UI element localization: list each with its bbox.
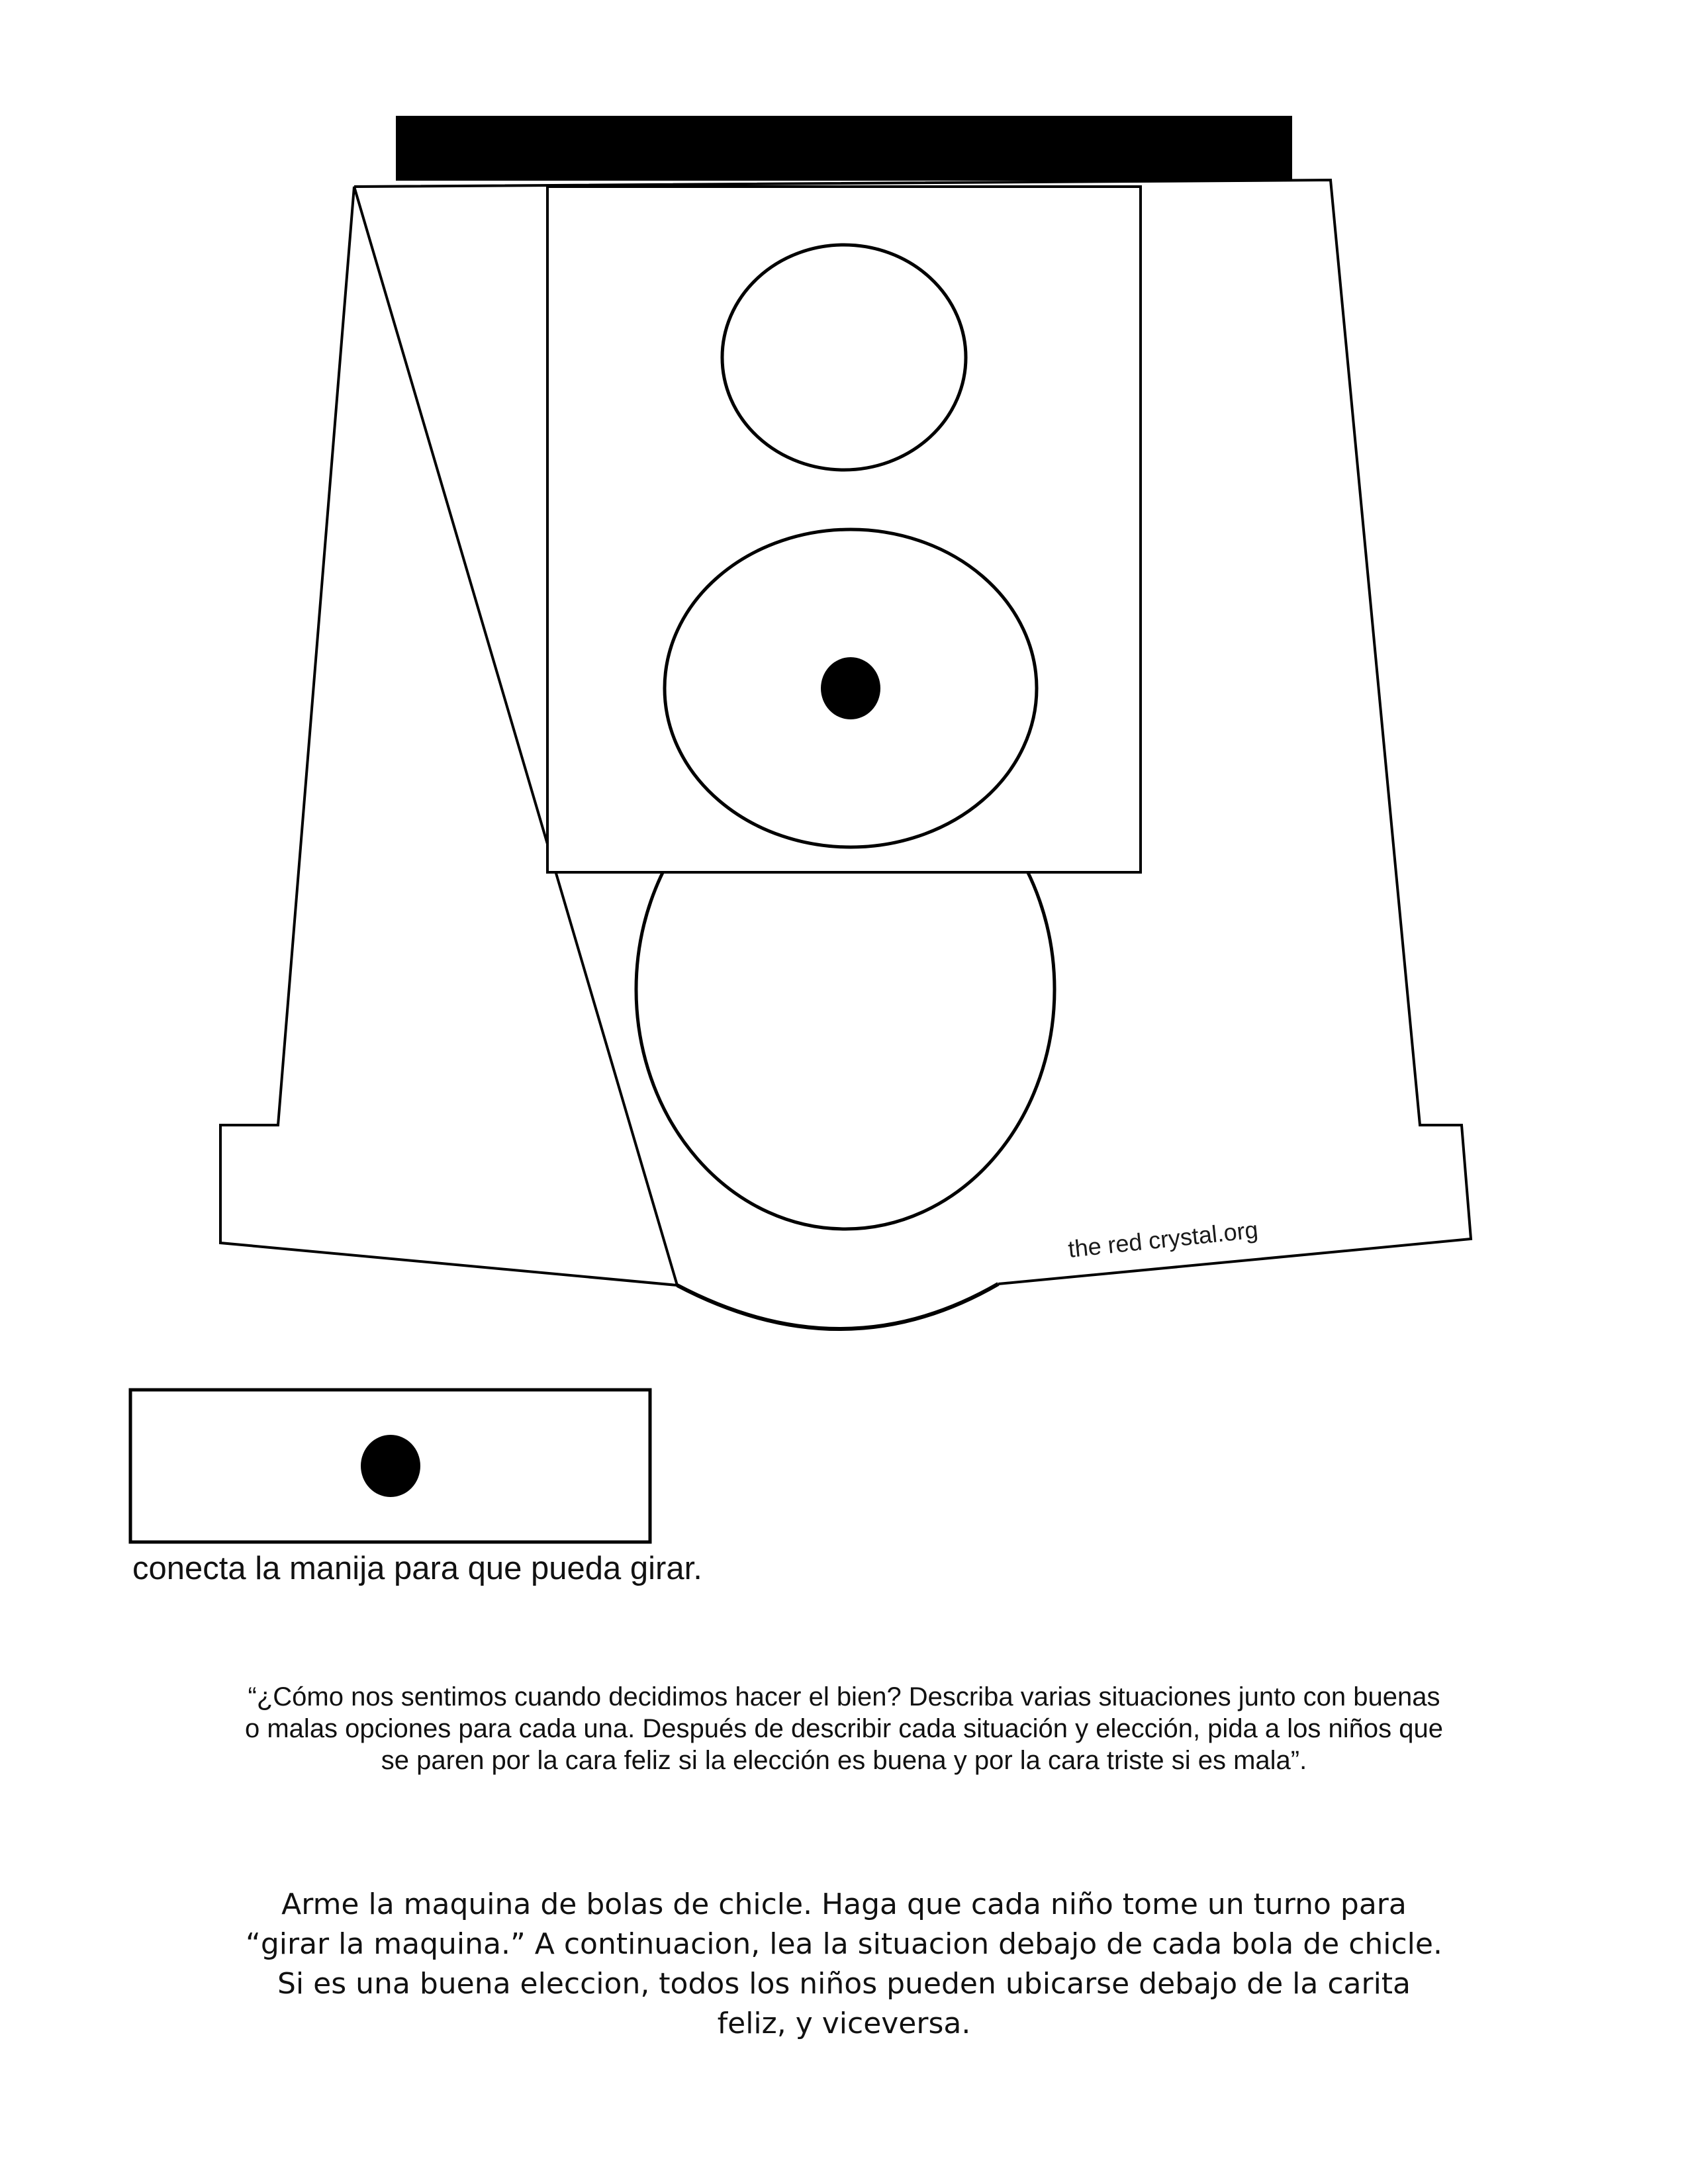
quote-line: “¿Cómo nos sentimos cuando decidimos hacer el bien? Describa varias situaciones junto con buenas <box>248 1682 1440 1711</box>
activity-quote <box>99 1681 1589 1776</box>
instruction-line: Si es una buena eleccion, todos los niños pueden ubicarse debajo de la carita <box>277 1967 1411 2001</box>
watermark-text: the red crystal.org <box>1066 1216 1260 1263</box>
instruction-line: feliz, y viceversa. <box>717 2007 971 2040</box>
instruction-line: “girar la maquina.” A continuacion, lea la situacion debajo de cada bola de chicle. <box>246 1927 1442 1961</box>
base-bottom-curve <box>677 1284 998 1329</box>
top-black-bar <box>396 116 1292 181</box>
handle-hole <box>361 1435 420 1497</box>
activity-instructions <box>199 1885 1489 2044</box>
middle-oval-hole <box>821 657 880 719</box>
quote-line: se paren por la cara feliz si la elección es buena y por la cara triste si es mala”. <box>381 1746 1307 1775</box>
instruction-line: Arme la maquina de bolas de chicle. Haga que cada niño tome un turno para <box>281 1888 1407 1921</box>
handle-caption: conecta la manija para que pueda girar. <box>132 1551 702 1586</box>
quote-line: o malas opciones para cada una. Después de describir cada situación y elección, pida a los niños que <box>245 1714 1443 1743</box>
